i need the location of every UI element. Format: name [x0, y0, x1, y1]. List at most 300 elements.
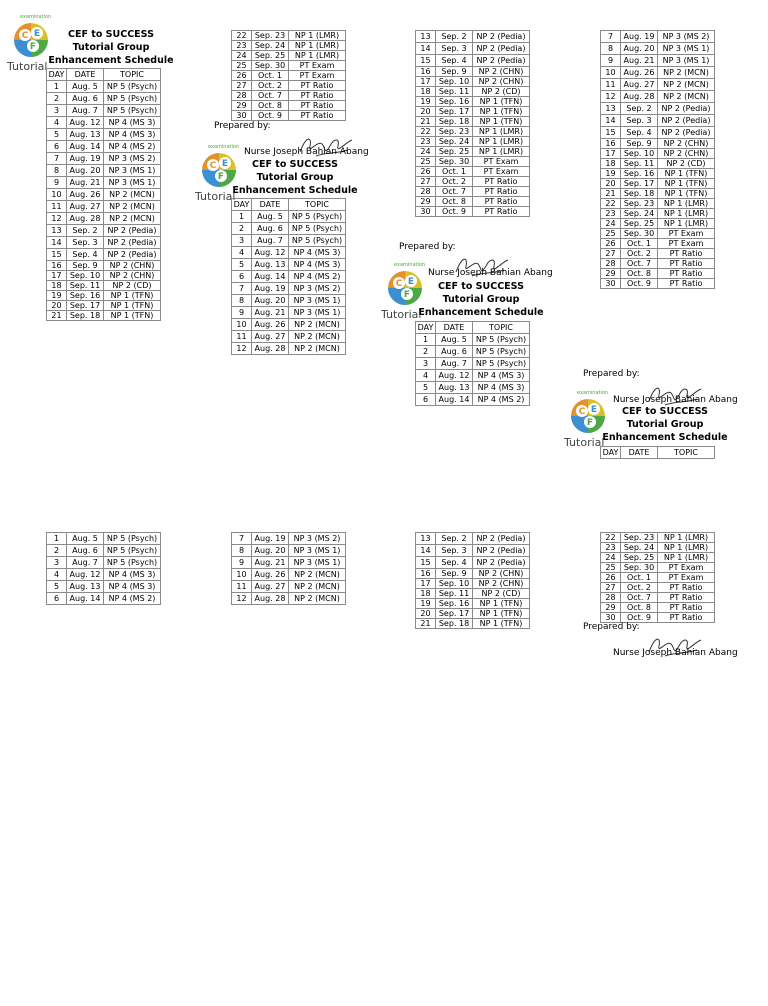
topic-cell: NP 2 (Pedia)	[104, 237, 161, 249]
svg-text:E: E	[407, 277, 415, 287]
svg-text:E: E	[590, 405, 598, 415]
topic-cell: NP 1 (LMR)	[658, 533, 715, 543]
date-cell: Sep. 24	[252, 41, 289, 51]
date-cell: Aug. 20	[252, 295, 289, 307]
table-row	[47, 225, 161, 237]
day-cell: 6	[232, 271, 252, 283]
table-row	[232, 593, 346, 605]
date-cell: Sep. 4	[436, 55, 473, 67]
day-cell: 24	[601, 219, 621, 229]
table-row	[601, 543, 715, 553]
table-row	[232, 91, 346, 101]
day-cell: 4	[232, 247, 252, 259]
date-cell: Aug. 12	[67, 569, 104, 581]
topic-cell: NP 1 (TFN)	[473, 619, 530, 629]
table-row	[232, 31, 346, 41]
day-cell: 25	[601, 229, 621, 239]
topic-cell: NP 2 (Pedia)	[104, 249, 161, 261]
column-header-date: DATE	[67, 69, 104, 81]
day-cell: 18	[416, 589, 436, 599]
date-cell: Aug. 13	[252, 259, 289, 271]
topic-cell: NP 2 (Pedia)	[658, 115, 715, 127]
topic-cell: NP 3 (MS 2)	[104, 153, 161, 165]
column-header-date: DATE	[436, 322, 473, 334]
column-header-day: DAY	[232, 199, 252, 211]
heading-line2: Tutorial Group	[626, 419, 704, 430]
table-row	[601, 91, 715, 103]
table-row	[232, 259, 346, 271]
day-cell: 21	[47, 311, 67, 321]
table-row	[416, 545, 530, 557]
day-cell: 11	[232, 581, 252, 593]
topic-cell: NP 5 (Psych)	[104, 93, 161, 105]
table-row	[601, 149, 715, 159]
table-row	[416, 97, 530, 107]
date-cell: Aug. 19	[252, 283, 289, 295]
topic-cell: NP 2 (MCN)	[104, 201, 161, 213]
topic-cell: NP 1 (LMR)	[289, 51, 346, 61]
heading-line1: CEF to SUCCESS	[622, 406, 708, 417]
svg-text:F: F	[586, 418, 594, 428]
date-cell: Sep. 23	[436, 127, 473, 137]
topic-cell: NP 2 (MCN)	[104, 189, 161, 201]
day-cell: 17	[416, 579, 436, 589]
date-cell: Sep. 18	[67, 311, 104, 321]
topic-cell: NP 1 (TFN)	[473, 599, 530, 609]
schedule-grid	[415, 30, 530, 217]
topic-cell: NP 3 (MS 1)	[289, 307, 346, 319]
date-cell: Oct. 9	[436, 207, 473, 217]
topic-cell: NP 4 (MS 2)	[289, 271, 346, 283]
topic-cell: NP 3 (MS 1)	[289, 545, 346, 557]
schedule-table	[600, 30, 715, 289]
date-cell: Sep. 4	[621, 127, 658, 139]
date-cell: Sep. 10	[621, 149, 658, 159]
day-cell: 23	[232, 41, 252, 51]
table-row	[601, 209, 715, 219]
day-cell: 20	[416, 609, 436, 619]
table-row	[601, 563, 715, 573]
heading-line3: Enhancement Schedule	[418, 307, 544, 318]
date-cell: Sep. 4	[67, 249, 104, 261]
table-row	[416, 394, 530, 406]
date-cell: Aug. 21	[252, 307, 289, 319]
topic-cell: NP 1 (LMR)	[658, 543, 715, 553]
day-cell: 14	[601, 115, 621, 127]
topic-cell: PT Exam	[658, 573, 715, 583]
day-cell: 13	[416, 31, 436, 43]
topic-cell: NP 3 (MS 1)	[104, 165, 161, 177]
topic-cell: NP 1 (TFN)	[658, 189, 715, 199]
table-row	[416, 167, 530, 177]
topic-cell: NP 3 (MS 1)	[658, 55, 715, 67]
column-header-day: DAY	[416, 322, 436, 334]
topic-cell: NP 4 (MS 3)	[289, 247, 346, 259]
day-cell: 12	[232, 593, 252, 605]
topic-cell: PT Exam	[658, 563, 715, 573]
date-cell: Aug. 28	[621, 91, 658, 103]
day-cell: 23	[416, 137, 436, 147]
day-cell: 18	[416, 87, 436, 97]
topic-cell: NP 2 (Pedia)	[473, 43, 530, 55]
prepared-by-label: Prepared by:	[214, 121, 271, 131]
day-cell: 5	[416, 382, 436, 394]
topic-cell: NP 2 (MCN)	[658, 79, 715, 91]
table-row	[416, 77, 530, 87]
day-cell: 29	[232, 101, 252, 111]
table-row	[232, 61, 346, 71]
date-cell: Sep. 3	[436, 545, 473, 557]
date-cell: Aug. 14	[436, 394, 473, 406]
topic-cell: NP 2 (MCN)	[658, 91, 715, 103]
table-row	[416, 67, 530, 77]
prepared-by-label: Prepared by:	[399, 242, 456, 252]
topic-cell: NP 2 (CD)	[473, 589, 530, 599]
table-row	[416, 127, 530, 137]
topic-cell: NP 4 (MS 3)	[104, 129, 161, 141]
svg-text:F: F	[29, 42, 37, 52]
topic-cell: PT Ratio	[658, 583, 715, 593]
topic-cell: NP 1 (TFN)	[473, 609, 530, 619]
date-cell: Oct. 8	[621, 269, 658, 279]
column-header-date: DATE	[621, 447, 658, 459]
day-cell: 28	[601, 259, 621, 269]
table-row	[47, 105, 161, 117]
table-row	[601, 179, 715, 189]
table-row	[601, 159, 715, 169]
topic-cell: NP 5 (Psych)	[473, 346, 530, 358]
table-row	[232, 247, 346, 259]
topic-cell: PT Exam	[289, 71, 346, 81]
column-header-date: DATE	[252, 199, 289, 211]
topic-cell: NP 2 (Pedia)	[473, 545, 530, 557]
day-cell: 3	[47, 105, 67, 117]
svg-text:Tutorial: Tutorial	[195, 190, 236, 203]
topic-cell: NP 2 (CHN)	[658, 139, 715, 149]
date-cell: Aug. 26	[252, 319, 289, 331]
date-cell: Aug. 27	[621, 79, 658, 91]
table-row	[601, 31, 715, 43]
date-cell: Aug. 5	[67, 81, 104, 93]
date-cell: Sep. 30	[621, 229, 658, 239]
topic-cell: PT Ratio	[658, 613, 715, 623]
svg-text:E: E	[221, 159, 229, 169]
date-cell: Sep. 9	[67, 261, 104, 271]
topic-cell: NP 2 (MCN)	[104, 213, 161, 225]
table-row	[232, 569, 346, 581]
date-cell: Sep. 30	[436, 157, 473, 167]
topic-cell: NP 5 (Psych)	[104, 545, 161, 557]
table-row	[47, 545, 161, 557]
topic-cell: NP 3 (MS 1)	[289, 557, 346, 569]
schedule-heading	[600, 405, 730, 444]
date-cell: Sep. 10	[67, 271, 104, 281]
topic-cell: NP 2 (Pedia)	[473, 533, 530, 545]
table-row	[601, 219, 715, 229]
topic-cell: NP 1 (LMR)	[658, 209, 715, 219]
schedule-table	[231, 30, 346, 121]
table-row	[601, 139, 715, 149]
topic-cell: NP 3 (MS 2)	[289, 283, 346, 295]
table-row	[232, 71, 346, 81]
day-cell: 21	[601, 189, 621, 199]
date-cell: Aug. 20	[252, 545, 289, 557]
table-row	[601, 533, 715, 543]
date-cell: Sep. 11	[621, 159, 658, 169]
day-cell: 28	[416, 187, 436, 197]
topic-cell: NP 1 (LMR)	[473, 127, 530, 137]
table-row	[232, 331, 346, 343]
date-cell: Oct. 1	[436, 167, 473, 177]
topic-cell: NP 2 (MCN)	[289, 581, 346, 593]
table-row	[416, 207, 530, 217]
topic-cell: NP 1 (TFN)	[104, 301, 161, 311]
heading-line2: Tutorial Group	[442, 294, 520, 305]
table-row	[601, 593, 715, 603]
table-row	[47, 165, 161, 177]
date-cell: Sep. 17	[67, 301, 104, 311]
date-cell: Aug. 20	[67, 165, 104, 177]
day-cell: 8	[232, 545, 252, 557]
date-cell: Oct. 8	[252, 101, 289, 111]
table-row	[47, 201, 161, 213]
table-row	[232, 557, 346, 569]
topic-cell: PT Ratio	[473, 207, 530, 217]
day-cell: 20	[601, 179, 621, 189]
date-cell: Aug. 20	[621, 43, 658, 55]
topic-cell: NP 2 (CHN)	[473, 77, 530, 87]
day-cell: 15	[47, 249, 67, 261]
topic-cell: NP 1 (TFN)	[473, 117, 530, 127]
day-cell: 21	[416, 117, 436, 127]
topic-cell: NP 1 (LMR)	[473, 137, 530, 147]
topic-cell: PT Exam	[658, 239, 715, 249]
date-cell: Sep. 10	[436, 77, 473, 87]
date-cell: Aug. 13	[67, 581, 104, 593]
date-cell: Sep. 9	[436, 67, 473, 77]
topic-cell: NP 5 (Psych)	[473, 358, 530, 370]
topic-cell: NP 1 (TFN)	[658, 169, 715, 179]
day-cell: 7	[232, 283, 252, 295]
topic-cell: NP 2 (CHN)	[473, 569, 530, 579]
table-row	[47, 81, 161, 93]
table-row	[47, 141, 161, 153]
date-cell: Aug. 14	[67, 141, 104, 153]
topic-cell: NP 2 (CHN)	[473, 67, 530, 77]
table-row	[47, 301, 161, 311]
svg-text:F: F	[403, 290, 411, 300]
date-cell: Aug. 13	[67, 129, 104, 141]
topic-cell: NP 2 (MCN)	[289, 319, 346, 331]
table-row	[232, 101, 346, 111]
svg-text:Tutorial: Tutorial	[564, 436, 605, 449]
day-cell: 2	[47, 93, 67, 105]
table-row	[47, 569, 161, 581]
topic-cell: NP 4 (MS 3)	[289, 259, 346, 271]
schedule-table	[415, 321, 530, 406]
day-cell: 12	[601, 91, 621, 103]
day-cell: 30	[232, 111, 252, 121]
schedule-grid	[46, 532, 161, 605]
topic-cell: NP 2 (Pedia)	[473, 557, 530, 569]
svg-text:examination: examination	[208, 144, 240, 150]
day-cell: 24	[416, 147, 436, 157]
table-row	[47, 311, 161, 321]
table-row	[601, 553, 715, 563]
topic-cell: NP 5 (Psych)	[104, 557, 161, 569]
topic-cell: NP 2 (CHN)	[658, 149, 715, 159]
topic-cell: NP 4 (MS 2)	[473, 394, 530, 406]
schedule-grid	[600, 30, 715, 289]
table-row	[232, 111, 346, 121]
day-cell: 1	[232, 211, 252, 223]
day-cell: 22	[232, 31, 252, 41]
topic-cell: PT Ratio	[658, 603, 715, 613]
table-row	[416, 557, 530, 569]
table-row	[416, 197, 530, 207]
day-cell: 14	[416, 43, 436, 55]
day-cell: 26	[601, 239, 621, 249]
day-cell: 22	[601, 199, 621, 209]
date-cell: Sep. 30	[621, 563, 658, 573]
table-row	[47, 281, 161, 291]
table-row	[47, 237, 161, 249]
schedule-heading	[230, 158, 360, 197]
date-cell: Aug. 21	[252, 557, 289, 569]
table-row	[601, 259, 715, 269]
topic-cell: NP 4 (MS 3)	[104, 117, 161, 129]
date-cell: Oct. 9	[252, 111, 289, 121]
heading-line1: CEF to SUCCESS	[252, 159, 338, 170]
table-row	[232, 533, 346, 545]
table-row	[47, 249, 161, 261]
date-cell: Aug. 21	[621, 55, 658, 67]
day-cell: 3	[416, 358, 436, 370]
table-row	[601, 189, 715, 199]
day-cell: 13	[47, 225, 67, 237]
day-cell: 9	[232, 307, 252, 319]
table-row	[601, 55, 715, 67]
table-row	[416, 117, 530, 127]
header-row	[416, 322, 530, 334]
day-cell: 25	[232, 61, 252, 71]
date-cell: Sep. 25	[621, 219, 658, 229]
table-row	[601, 573, 715, 583]
table-row	[47, 153, 161, 165]
topic-cell: NP 3 (MS 2)	[658, 31, 715, 43]
date-cell: Aug. 6	[67, 545, 104, 557]
table-row	[601, 583, 715, 593]
day-cell: 19	[416, 599, 436, 609]
table-row	[47, 291, 161, 301]
day-cell: 20	[416, 107, 436, 117]
topic-cell: NP 2 (MCN)	[289, 593, 346, 605]
day-cell: 25	[601, 563, 621, 573]
svg-text:Tutorial: Tutorial	[381, 308, 422, 321]
topic-cell: NP 2 (CD)	[473, 87, 530, 97]
table-row	[416, 87, 530, 97]
schedule-heading	[46, 28, 176, 67]
topic-cell: NP 4 (MS 3)	[104, 569, 161, 581]
day-cell: 25	[416, 157, 436, 167]
day-cell: 5	[47, 581, 67, 593]
day-cell: 5	[47, 129, 67, 141]
day-cell: 1	[416, 334, 436, 346]
topic-cell: PT Exam	[473, 167, 530, 177]
topic-cell: NP 2 (Pedia)	[658, 127, 715, 139]
day-cell: 24	[232, 51, 252, 61]
date-cell: Aug. 27	[67, 201, 104, 213]
day-cell: 8	[232, 295, 252, 307]
day-cell: 15	[601, 127, 621, 139]
date-cell: Oct. 7	[252, 91, 289, 101]
date-cell: Aug. 14	[67, 593, 104, 605]
table-row	[416, 137, 530, 147]
day-cell: 22	[601, 533, 621, 543]
topic-cell: NP 1 (LMR)	[658, 199, 715, 209]
schedule-table	[600, 446, 715, 459]
table-row	[601, 115, 715, 127]
day-cell: 24	[601, 553, 621, 563]
day-cell: 10	[601, 67, 621, 79]
date-cell: Sep. 11	[436, 87, 473, 97]
day-cell: 15	[416, 557, 436, 569]
table-row	[416, 609, 530, 619]
svg-text:C: C	[395, 279, 403, 289]
heading-line1: CEF to SUCCESS	[438, 281, 524, 292]
table-row	[601, 169, 715, 179]
schedule-table	[231, 532, 346, 605]
day-cell: 27	[601, 583, 621, 593]
date-cell: Aug. 28	[252, 343, 289, 355]
schedule-grid	[600, 446, 715, 459]
schedule-grid	[600, 532, 715, 623]
schedule-grid	[415, 321, 530, 406]
date-cell: Aug. 19	[621, 31, 658, 43]
date-cell: Aug. 7	[67, 557, 104, 569]
date-cell: Sep. 23	[621, 533, 658, 543]
day-cell: 20	[47, 301, 67, 311]
date-cell: Sep. 16	[436, 599, 473, 609]
topic-cell: NP 1 (LMR)	[289, 41, 346, 51]
heading-line1: CEF to SUCCESS	[68, 29, 154, 40]
day-cell: 13	[416, 533, 436, 545]
day-cell: 9	[601, 55, 621, 67]
topic-cell: NP 1 (LMR)	[658, 553, 715, 563]
column-header-topic: TOPIC	[658, 447, 715, 459]
date-cell: Sep. 11	[67, 281, 104, 291]
topic-cell: NP 4 (MS 2)	[104, 593, 161, 605]
date-cell: Sep. 4	[436, 557, 473, 569]
prepared-by-label: Prepared by:	[583, 369, 640, 379]
day-cell: 29	[601, 603, 621, 613]
date-cell: Sep. 25	[436, 147, 473, 157]
table-row	[416, 569, 530, 579]
date-cell: Aug. 12	[67, 117, 104, 129]
date-cell: Sep. 16	[67, 291, 104, 301]
date-cell: Aug. 14	[252, 271, 289, 283]
date-cell: Aug. 19	[67, 153, 104, 165]
table-row	[416, 533, 530, 545]
day-cell: 7	[47, 153, 67, 165]
table-row	[601, 613, 715, 623]
table-row	[416, 31, 530, 43]
topic-cell: NP 2 (MCN)	[289, 569, 346, 581]
date-cell: Sep. 11	[436, 589, 473, 599]
table-row	[601, 199, 715, 209]
day-cell: 16	[601, 139, 621, 149]
table-row	[47, 593, 161, 605]
